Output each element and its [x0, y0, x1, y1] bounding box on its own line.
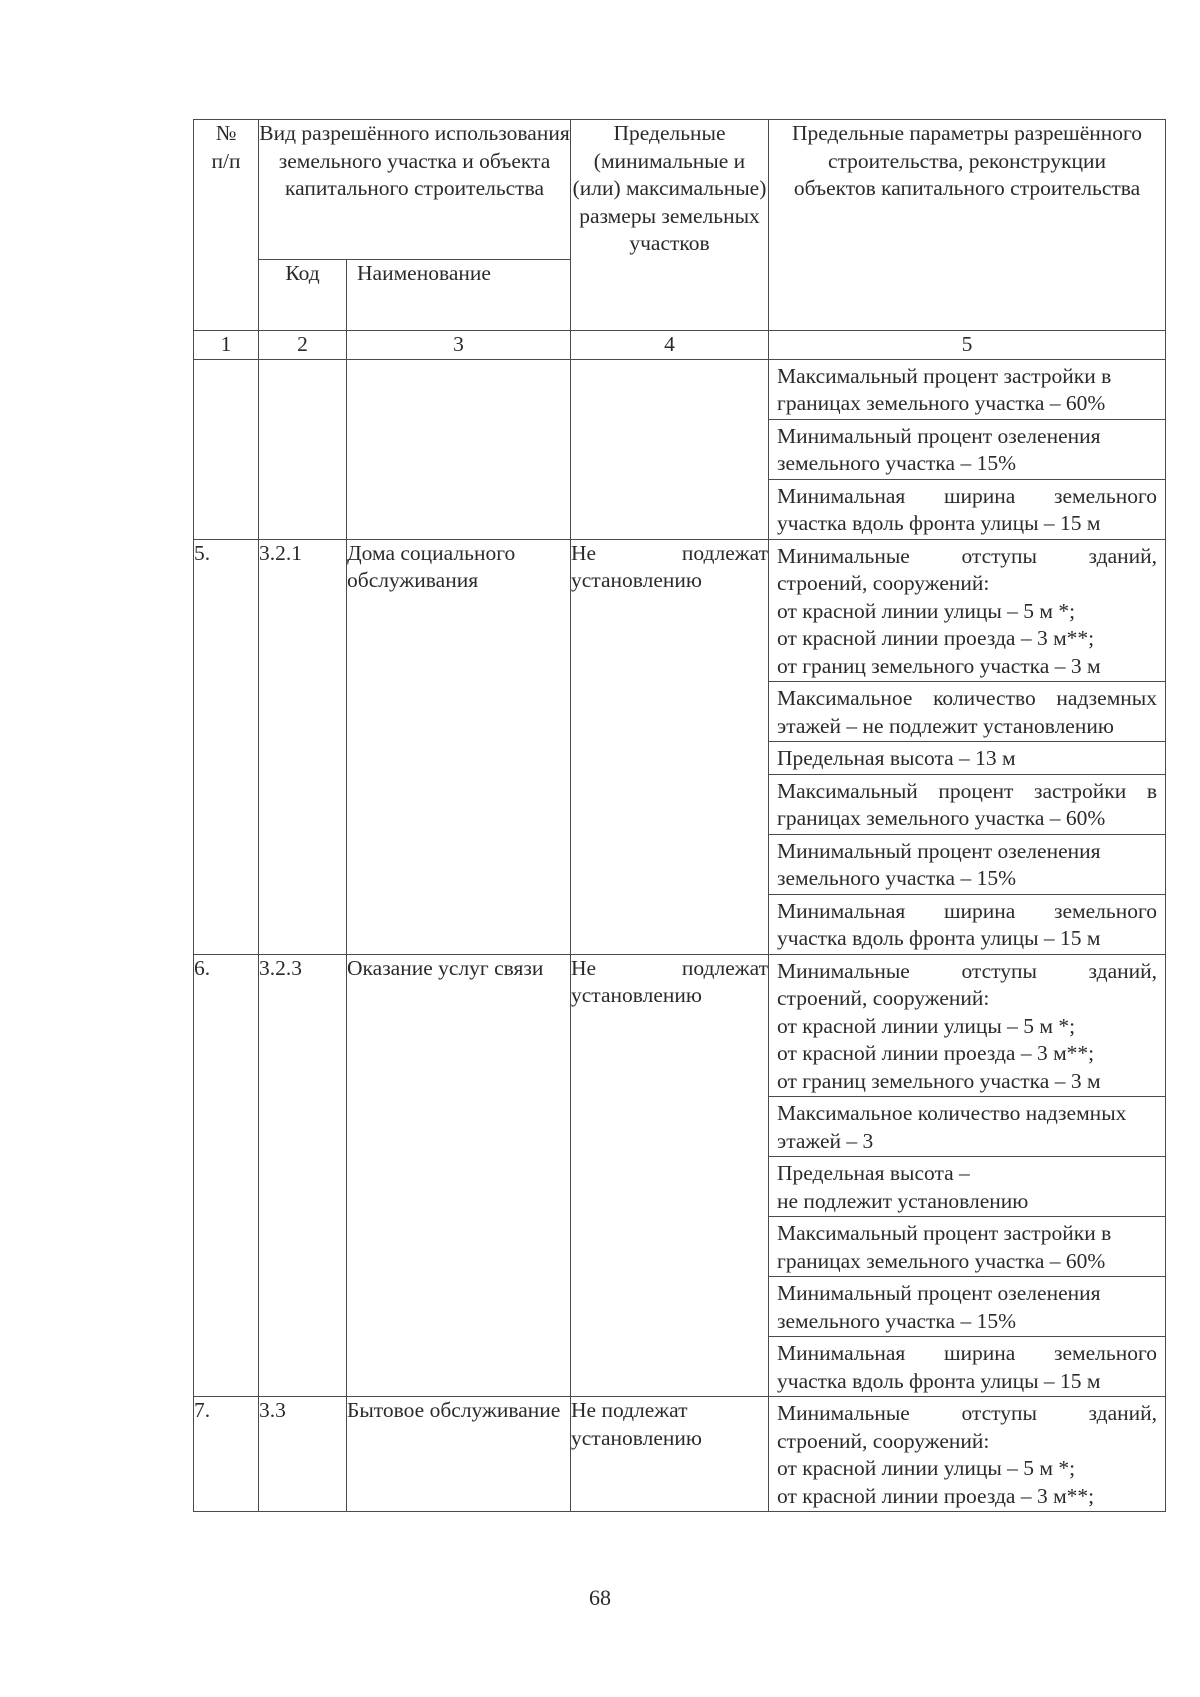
cell-num: 5. — [194, 539, 259, 954]
param-setback-passage: от красной линии проезда – 3 м**; — [777, 1483, 1095, 1508]
cell-code: 3.3 — [259, 1397, 347, 1512]
header-razmery: Предельные (минимальные и (или) максимальные) размеры земельных участков — [571, 120, 769, 331]
cell-code — [259, 359, 347, 539]
param-max-floors: Максимальное количество надземных этажей – не подлежит установлению — [769, 682, 1165, 742]
param-max-floors: Максимальное количество надземных этажей – 3 — [769, 1097, 1165, 1157]
size-word-3: установлению — [571, 983, 702, 1007]
param-setback-border: от границ земельного участка – 3 м — [777, 653, 1101, 678]
size-word-2: подлежат — [681, 955, 768, 980]
param-setback-street: от красной линии улицы – 5 м *; — [777, 1013, 1076, 1038]
param-max-build-percent: Максимальный процент застройки в границах земельного участка – 60% — [769, 1217, 1165, 1277]
page-number: 68 — [589, 1585, 611, 1610]
size-word-1: Не — [571, 955, 597, 980]
header-num: № п/п — [194, 120, 259, 331]
header-vid: Вид разрешённого использования земельного участка и объекта капитального строительства — [259, 120, 571, 260]
cell-params — [769, 359, 1166, 539]
table-row-continuation — [194, 359, 1166, 539]
table-row — [194, 954, 1166, 1397]
param-min-width: Минимальная ширина земельного участка вдоль фронта улицы – 15 м — [777, 898, 1157, 950]
cell-code: 3.2.1 — [259, 539, 347, 954]
param-min-width: Минимальная ширина земельного участка вдоль фронта улицы – 15 м — [777, 1341, 1157, 1393]
zoning-table — [193, 119, 1166, 1512]
col-number-3: 3 — [347, 331, 571, 360]
size-word-2: подлежат — [681, 540, 768, 565]
size-word-1: Не — [571, 540, 597, 565]
param-max-build-percent: Максимальный процент застройки в границах земельного участка – 60% — [769, 775, 1165, 835]
cell-size: Не подлежат установлению — [571, 1397, 769, 1512]
param-max-height: Предельная высота – 13 м — [769, 742, 1165, 775]
param-max-height-value: не подлежит установлению — [777, 1188, 1029, 1213]
cell-name: Оказание услуг связи — [347, 954, 571, 1397]
cell-params — [769, 954, 1166, 1397]
param-setbacks-title: Минимальные отступы зданий, строений, сооружений: — [777, 958, 1157, 1010]
param-setbacks-title: Минимальные отступы зданий, строений, сооружений: — [777, 1401, 1157, 1453]
param-min-green-percent: Минимальный процент озеленения земельного участка – 15% — [769, 835, 1165, 895]
header-parametry: Предельные параметры разрешённого строительства, реконструкции объектов капитального строительства — [769, 120, 1166, 331]
table-row — [194, 539, 1166, 954]
col-number-5: 5 — [769, 331, 1166, 360]
cell-params — [769, 539, 1166, 954]
cell-name: Дома социального обслуживания — [347, 539, 571, 954]
cell-name: Бытовое обслуживание — [347, 1397, 571, 1512]
param-setback-passage: от красной линии проезда – 3 м**; — [777, 626, 1095, 650]
cell-name — [347, 359, 571, 539]
cell-size — [571, 539, 769, 954]
param-max-height: Предельная высота – — [777, 1161, 970, 1185]
param-min-green-percent: Минимальный процент озеленения земельного участка – 15% — [769, 420, 1165, 480]
header-naim: Наименование — [347, 260, 571, 331]
col-number-2: 2 — [259, 331, 347, 360]
cell-num: 7. — [194, 1397, 259, 1512]
param-max-build-percent: Максимальный процент застройки в границах земельного участка – 60% — [769, 360, 1165, 420]
cell-num: 6. — [194, 954, 259, 1397]
param-setback-street: от красной линии улицы – 5 м *; — [777, 1456, 1076, 1480]
param-setback-passage: от красной линии проезда – 3 м**; — [777, 1041, 1095, 1065]
cell-size — [571, 954, 769, 1397]
table-row — [194, 1397, 1166, 1512]
param-min-width: Минимальная ширина земельного участка вдоль фронта улицы – 15 м — [777, 483, 1157, 535]
param-setbacks-title: Минимальные отступы зданий, строений, сооружений: — [777, 543, 1157, 595]
cell-size — [571, 359, 769, 539]
col-number-4: 4 — [571, 331, 769, 360]
param-setback-street: от красной линии улицы – 5 м *; — [777, 598, 1076, 623]
cell-code: 3.2.3 — [259, 954, 347, 1397]
size-word-3: установлению — [571, 568, 702, 592]
header-kod: Код — [259, 260, 347, 331]
cell-params — [769, 1397, 1166, 1512]
param-setback-border: от границ земельного участка – 3 м — [777, 1068, 1101, 1093]
param-min-green-percent: Минимальный процент озеленения земельного участка – 15% — [769, 1277, 1165, 1337]
cell-num — [194, 359, 259, 539]
col-number-1: 1 — [194, 331, 259, 360]
